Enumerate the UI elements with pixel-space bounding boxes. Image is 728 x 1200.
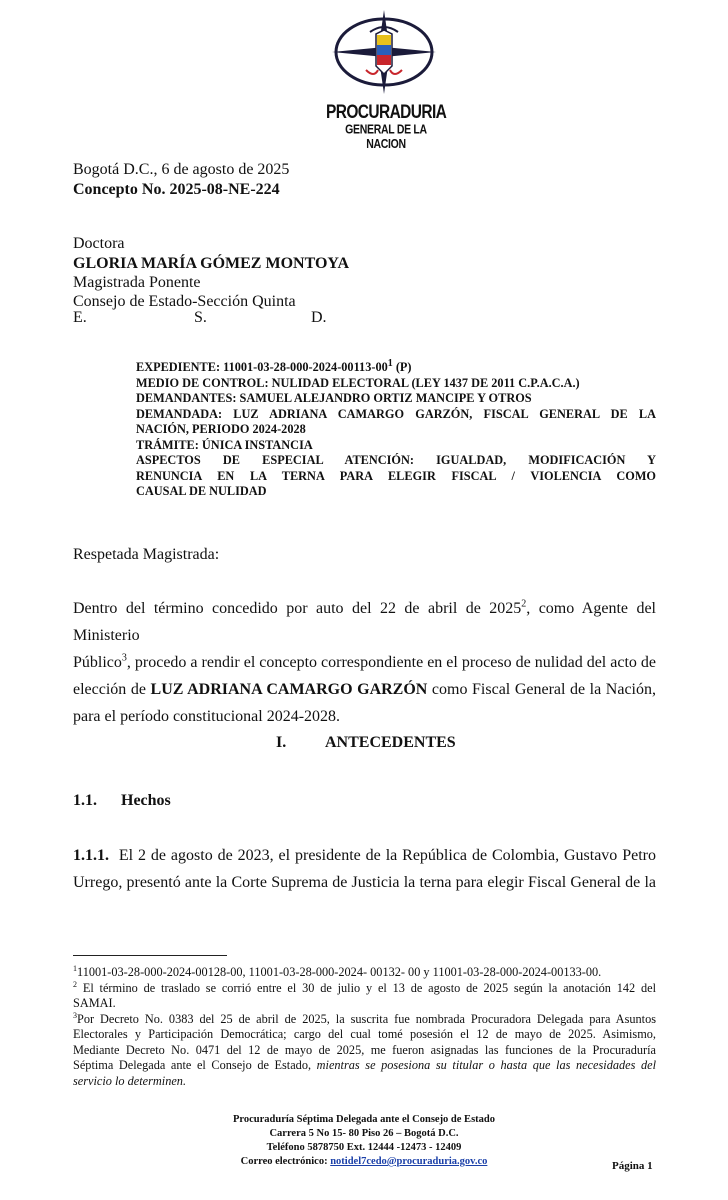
section-title: ANTECEDENTES [325, 734, 456, 751]
footnote-1: $^1$11001-03-28-000-2024-00128-00, 11001-03-28-000-2024- 00132- 00 y 11001-03-28-000-2024-00133-00. [73, 963, 602, 979]
esd-e: E. [73, 309, 87, 326]
date-line: Bogotá D.C., 6 de agosto de 2025 [73, 161, 290, 178]
subsection-number: 1.1. [73, 792, 97, 809]
footnote-3: $^3$Por Decreto No. 0383 del 25 de abril de 2025, la suscrita fue nombrada Procuradora Delegada para Asuntos [73, 1010, 656, 1026]
footnote-rule [73, 955, 227, 956]
footnotes: $^1$11001-03-28-000-2024-00128-00, 11001-03-28-000-2024- 00132- 00 y 11001-03-28-000-2024-00133-00. $^2$ El término de traslado se corrió entre el 30 de julio y el 13 de agosto de 2025 según la anotación 142 del SAMAI. $^3$Por Decreto No. 0383 del 25 de abril de 2025, la suscrita fue nombrada Procuradora Delegada para Asuntos Electorales y Participación Democrática; cargo del cual tomé posesión el 12 de mayo de 2025. Asimismo, Mediante Decreto No. 0471 del 12 de mayo de 2025, me fueron asignadas las funciones de la Procuraduría Séptima Delegada ante el Consejo de Estado, mientras se posesiona su titular o hasta que las necesidades del servicio lo determinen. [73, 963, 657, 1088]
section-number: I. [276, 734, 287, 751]
procuraduria-logo [326, 8, 447, 152]
case-tramite: TRÁMITE: ÚNICA INSTANCIA [136, 437, 313, 452]
fact-paragraph: 1.1.1. El 2 de agosto de 2023, el presidente de la República de Colombia, Gustavo Petro Urrego, presentó ante la Corte Suprema de Justicia la terna para elegir Fiscal General de la [73, 847, 657, 891]
recipient-name: GLORIA MARÍA GÓMEZ MONTOYA [73, 255, 350, 272]
page-number: Página 1 [612, 1160, 653, 1172]
concept-number: Concepto No. 2025-08-NE-224 [73, 181, 280, 198]
recipient-title: Doctora [73, 235, 125, 252]
intro-paragraph: Dentro del término concedido por auto del 22 de abril de 2025$^2$, como Agente del Ministerio Público$^3$, procedo a rendir el concepto correspondiente en el proceso de nulidad del acto de elección de LUZ ADRIANA CAMARGO GARZÓN como Fiscal General de la Nación, para el período constitucional 2024-2028. [73, 598, 657, 725]
footer-address: Carrera 5 No 15- 80 Piso 26 – Bogotá D.C. [269, 1128, 459, 1139]
coat-of-arms-icon [326, 8, 442, 104]
fact-number: 1.1.1. [73, 847, 109, 864]
footnote-2: $^2$ El término de traslado se corrió entre el 30 de julio y el 13 de agosto de 2025 según la anotación 142 del [73, 979, 656, 995]
esd-s: S. [194, 309, 207, 326]
recipient-role: Magistrada Ponente [73, 274, 201, 291]
recipient-court: Consejo de Estado-Sección Quinta [73, 293, 296, 310]
footer-office: Procuraduría Séptima Delegada ante el Consejo de Estado [232, 1114, 495, 1125]
case-demandantes: DEMANDANTES: SAMUEL ALEJANDRO ORTIZ MANCIPE Y OTROS [136, 391, 532, 405]
footer-email-link[interactable]: notidel7cedo@procuraduria.gov.co [330, 1156, 488, 1167]
logo-subtitle: GENERAL DE LA NACION [345, 122, 427, 152]
case-aspectos: ASPECTOS DE ESPECIAL ATENCIÓN: IGUALDAD, MODIFICACIÓN Y [136, 453, 656, 467]
subsection-title: Hechos [121, 792, 171, 809]
footer-phone: Teléfono 5878750 Ext. 12444 -12473 - 12409 [266, 1142, 462, 1153]
salutation: Respetada Magistrada: [73, 546, 220, 563]
case-demandada-period: NACIÓN, PERIODO 2024-2028 [136, 422, 306, 436]
case-block [136, 357, 656, 500]
case-aspectos-3: CAUSAL DE NULIDAD [136, 484, 267, 498]
case-aspectos-2: RENUNCIA EN LA TERNA PARA ELEGIR FISCAL / VIOLENCIA COMO [136, 468, 656, 483]
case-expediente: EXPEDIENTE: $11001-03-28-000-2024-00113-00^1$ (P) [136, 357, 412, 374]
esd-d: D. [311, 309, 327, 326]
footer-email-label: Correo electrónico: [240, 1156, 331, 1167]
footer-email-line [160, 1155, 568, 1169]
case-demandada: DEMANDADA: LUZ ADRIANA CAMARGO GARZÓN, FISCAL GENERAL DE LA [136, 406, 656, 421]
case-medio: MEDIO DE CONTROL: NULIDAD ELECTORAL (LEY 1437 DE 2011 C.P.A.C.A.) [136, 375, 580, 390]
logo-title: PROCURADURIA [326, 101, 447, 123]
